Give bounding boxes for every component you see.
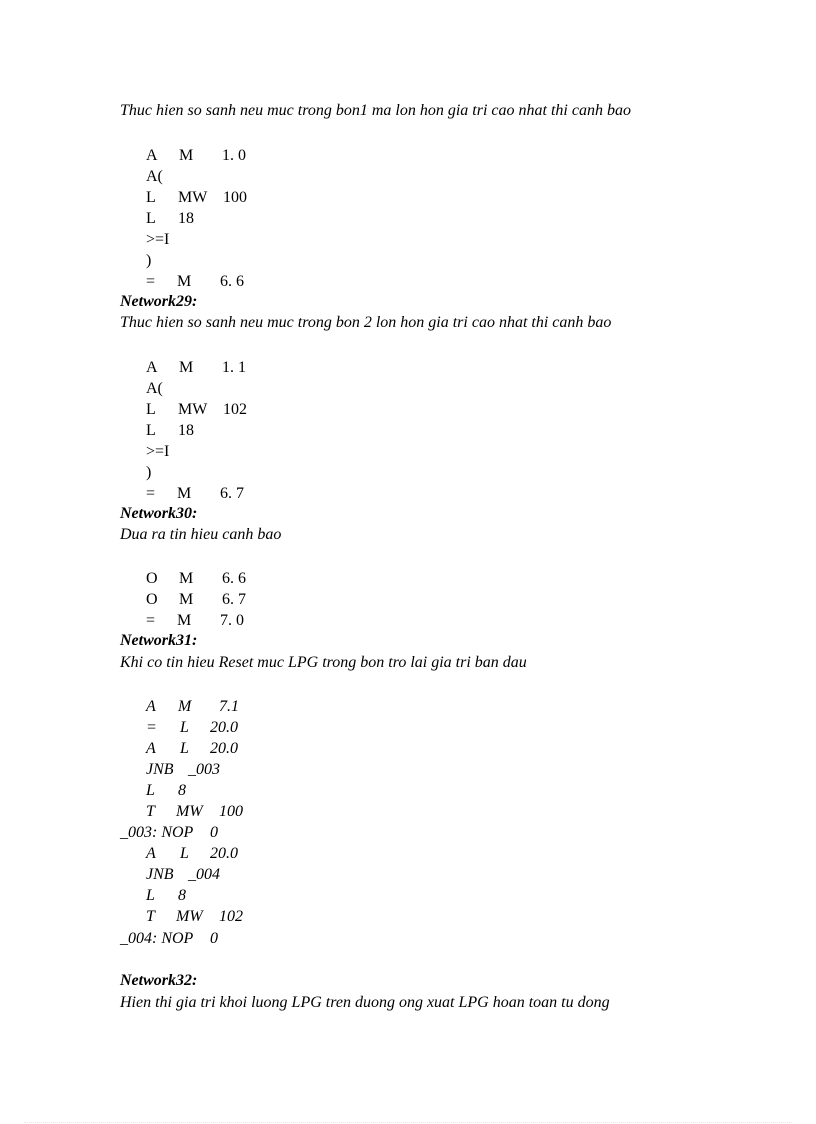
code-address: 1. 1 bbox=[222, 359, 246, 376]
code-address: 6. 6 bbox=[222, 570, 246, 587]
code-operand: MW bbox=[178, 189, 208, 206]
code-operand: M bbox=[177, 273, 192, 290]
code-op: = bbox=[146, 485, 156, 502]
code-operand: M bbox=[177, 485, 192, 502]
network-heading: Network30: bbox=[120, 505, 198, 522]
code-address: 6. 7 bbox=[222, 591, 246, 608]
code-address: 6. 7 bbox=[220, 485, 244, 502]
code-operand: M bbox=[177, 612, 192, 629]
network-comment: Khi co tin hieu Reset muc LPG trong bon tro lai gia tri ban dau bbox=[120, 654, 527, 671]
code-address: 102 bbox=[223, 401, 247, 418]
code-operand: MW bbox=[176, 908, 203, 925]
code-operand: _003 bbox=[188, 761, 220, 778]
code-op: ) bbox=[146, 464, 152, 481]
code-op: O bbox=[146, 591, 158, 608]
code-op: T bbox=[146, 908, 155, 925]
code-op: JNB bbox=[146, 866, 174, 883]
code-operand: 8 bbox=[178, 782, 186, 799]
code-address: 100 bbox=[219, 803, 243, 820]
code-address: 6. 6 bbox=[220, 273, 244, 290]
code-operand: 18 bbox=[178, 210, 194, 227]
code-operand: L bbox=[180, 845, 189, 862]
code-op: >=I bbox=[146, 443, 170, 460]
code-op: A bbox=[146, 147, 158, 164]
code-op: >=I bbox=[146, 231, 170, 248]
code-label: _004: NOP bbox=[120, 930, 194, 947]
code-op: = bbox=[146, 612, 156, 629]
code-op: A bbox=[146, 740, 156, 757]
code-operand: 0 bbox=[210, 930, 218, 947]
network-comment: Hien thi gia tri khoi luong LPG tren duong ong xuat LPG hoan toan tu dong bbox=[120, 994, 610, 1011]
code-op: O bbox=[146, 570, 158, 587]
code-operand: 18 bbox=[178, 422, 194, 439]
code-operand: M bbox=[178, 698, 192, 715]
code-op: = bbox=[146, 719, 157, 736]
code-operand: M bbox=[179, 359, 194, 376]
code-op: A bbox=[146, 698, 156, 715]
code-operand: 8 bbox=[178, 887, 186, 904]
code-operand: L bbox=[180, 719, 189, 736]
code-operand: M bbox=[179, 591, 194, 608]
code-op: A( bbox=[146, 168, 163, 185]
network-heading: Network29: bbox=[120, 293, 198, 310]
code-op: T bbox=[146, 803, 155, 820]
code-op: A bbox=[146, 845, 156, 862]
code-op: L bbox=[146, 189, 156, 206]
network-comment: Thuc hien so sanh neu muc trong bon 2 lon hon gia tri cao nhat thi canh bao bbox=[120, 314, 612, 331]
code-operand: M bbox=[179, 147, 194, 164]
code-address: 7.1 bbox=[219, 698, 239, 715]
code-address: 20.0 bbox=[210, 845, 238, 862]
code-operand: _004 bbox=[188, 866, 220, 883]
code-op: L bbox=[146, 401, 156, 418]
code-operand: L bbox=[180, 740, 189, 757]
network-comment: Thuc hien so sanh neu muc trong bon1 ma lon hon gia tri cao nhat thi canh bao bbox=[120, 102, 631, 119]
code-op: L bbox=[146, 887, 155, 904]
code-op: JNB bbox=[146, 761, 174, 778]
code-op: L bbox=[146, 782, 155, 799]
code-op: A bbox=[146, 359, 158, 376]
code-op: = bbox=[146, 273, 156, 290]
code-address: 1. 0 bbox=[222, 147, 246, 164]
code-operand: MW bbox=[176, 803, 203, 820]
code-op: A( bbox=[146, 380, 163, 397]
code-address: 20.0 bbox=[210, 719, 238, 736]
code-operand: 0 bbox=[210, 824, 218, 841]
code-operand: MW bbox=[178, 401, 208, 418]
code-op: L bbox=[146, 422, 156, 439]
code-label: _003: NOP bbox=[120, 824, 194, 841]
code-address: 7. 0 bbox=[220, 612, 244, 629]
code-op: ) bbox=[146, 252, 152, 269]
code-address: 100 bbox=[223, 189, 247, 206]
code-op: L bbox=[146, 210, 156, 227]
code-address: 102 bbox=[219, 908, 243, 925]
network-heading: Network31: bbox=[120, 632, 198, 649]
network-heading: Network32: bbox=[120, 972, 198, 989]
code-address: 20.0 bbox=[210, 740, 238, 757]
network-comment: Dua ra tin hieu canh bao bbox=[120, 526, 282, 543]
code-operand: M bbox=[179, 570, 194, 587]
